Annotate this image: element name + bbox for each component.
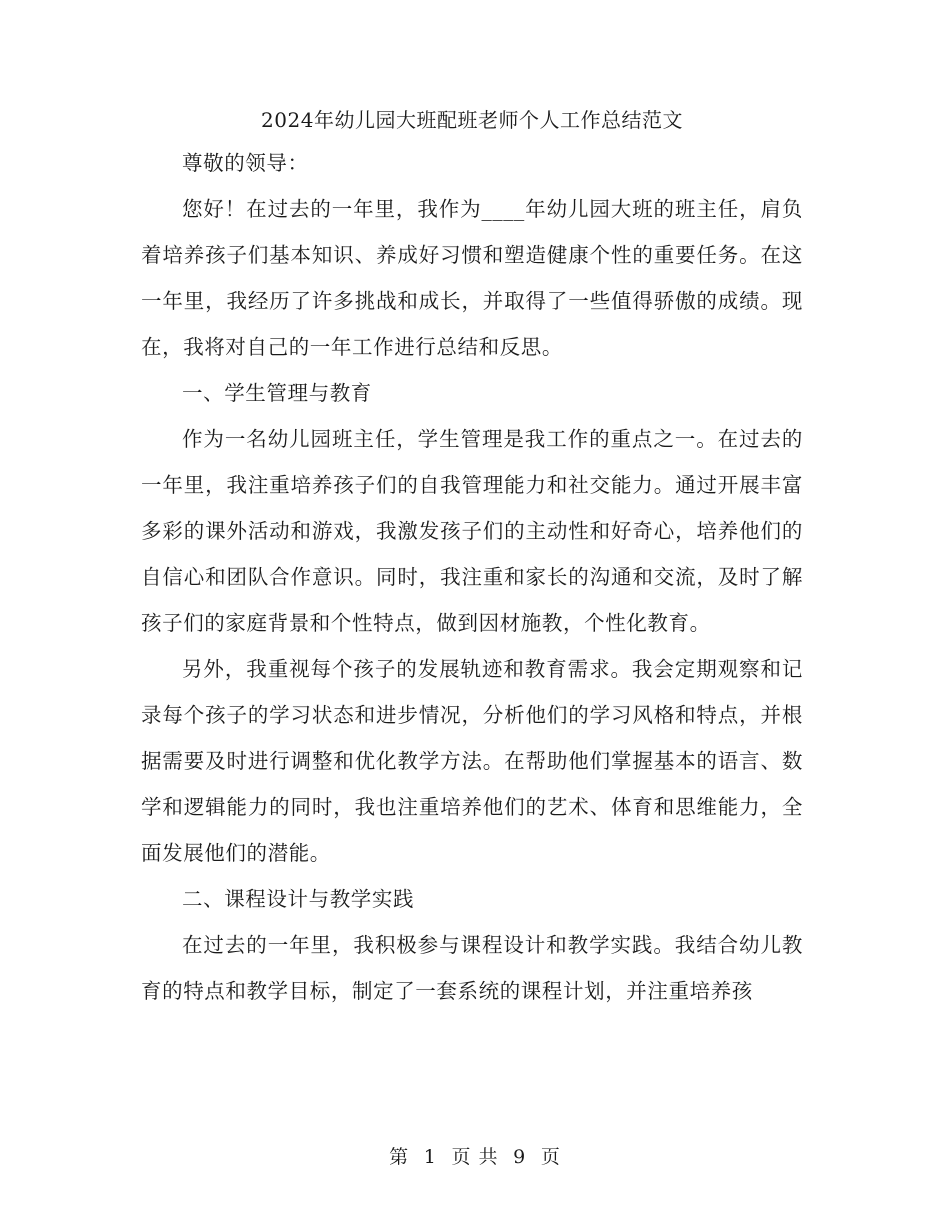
footer-page-number: 1 (423, 1146, 437, 1168)
document-body (141, 100, 803, 1014)
page-footer (0, 1142, 950, 1172)
footer-total-pages: 9 (513, 1146, 527, 1168)
paragraph-curriculum-1: 在过去的一年里，我积极参与课程设计和教学实践。我结合幼儿教育的特点和教学目标，制定了一套系统的课程计划，并注重培养孩 (141, 933, 803, 1003)
section-heading-curriculum: 二、课程设计与教学实践 (182, 887, 415, 911)
paragraph-student-management-1: 作为一名幼儿园班主任，学生管理是我工作的重点之一。在过去的一年里，我注重培养孩子们的自我管理能力和社交能力。通过开展丰富多彩的课外活动和游戏，我激发孩子们的主动性和好奇心，培养他们的自信心和团队合作意识。同时，我注重和家长的沟通和交流，及时了解孩子们的家庭背景和个性特点，做到因材施教，个性化教育。 (141, 427, 803, 635)
footer-middle: 页 共 (451, 1146, 499, 1168)
document-title: 2024年幼儿园大班配班老师个人工作总结范文 (261, 108, 683, 132)
intro-paragraph: 您好！在过去的一年里，我作为____年幼儿园大班的班主任，肩负着培养孩子们基本知识、养成好习惯和塑造健康个性的重要任务。在这一年里，我经历了许多挑战和成长，并取得了一些值得骄傲的成绩。现在，我将对自己的一年工作进行总结和反思。 (141, 197, 803, 359)
section-heading-student-management: 一、学生管理与教育 (182, 381, 372, 405)
footer-suffix: 页 (540, 1146, 561, 1168)
paragraph-student-management-2: 另外，我重视每个孩子的发展轨迹和教育需求。我会定期观察和记录每个孩子的学习状态和进步情况，分析他们的学习风格和特点，并根据需要及时进行调整和优化教学方法。在帮助他们掌握基本的语言、数学和逻辑能力的同时，我也注重培养他们的艺术、体育和思维能力，全面发展他们的潜能。 (141, 657, 803, 865)
salutation: 尊敬的领导： (182, 151, 309, 175)
footer-prefix: 第 (389, 1146, 410, 1168)
